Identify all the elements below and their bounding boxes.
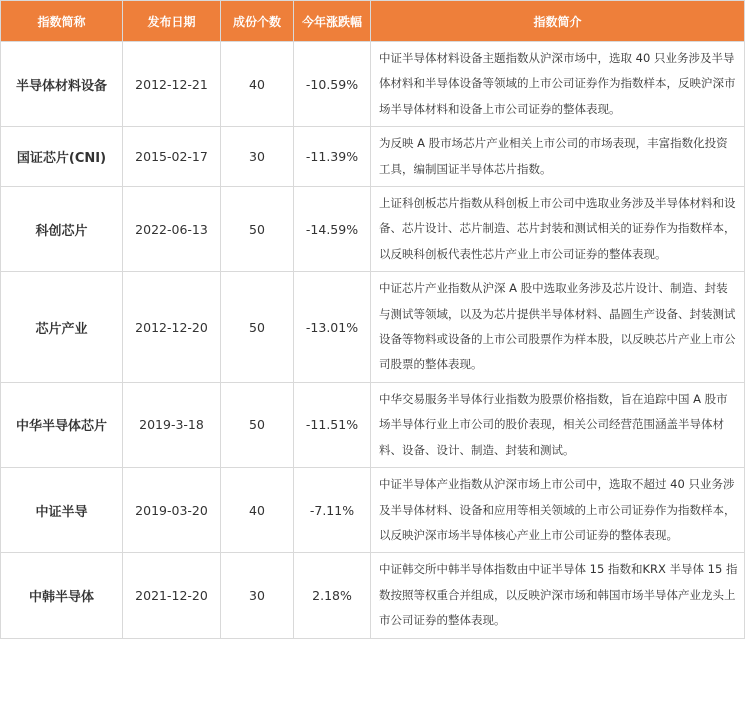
index-description: 中证半导体材料设备主题指数从沪深市场中，选取 40 只业务涉及半导体材料和半导体设备等领域的上市公司证券作为指数样本，反映沪深市场半导体材料和设备上市公司证券的整体表现。: [371, 42, 745, 127]
release-date: 2012-12-21: [123, 42, 221, 127]
table-row: [1, 127, 745, 187]
index-name: 中华半导体芯片: [1, 382, 123, 467]
constituent-count: 40: [221, 468, 294, 553]
table-row: [1, 553, 745, 638]
index-description: 中证芯片产业指数从沪深 A 股中选取业务涉及芯片设计、制造、封装与测试等领域，以及为芯片提供半导体材料、晶圆生产设备、封装测试设备等物料或设备的上市公司股票作为样本股，以反映芯片产业上市公司股票的整体表现。: [371, 272, 745, 383]
ytd-change: -7.11%: [294, 468, 371, 553]
ytd-change: -11.51%: [294, 382, 371, 467]
index-description: 中证半导体产业指数从沪深市场上市公司中，选取不超过 40 只业务涉及半导体材料、设备和应用等相关领域的上市公司证券作为指数样本，以反映沪深市场半导体核心产业上市公司证券的整体表现。: [371, 468, 745, 553]
ytd-change: -13.01%: [294, 272, 371, 383]
ytd-change: -11.39%: [294, 127, 371, 187]
constituent-count: 50: [221, 187, 294, 272]
index-name: 国证芯片(CNI): [1, 127, 123, 187]
release-date: 2015-02-17: [123, 127, 221, 187]
constituent-count: 50: [221, 382, 294, 467]
ytd-change: -10.59%: [294, 42, 371, 127]
index-name: 中证半导: [1, 468, 123, 553]
header-index-description: 指数简介: [371, 1, 745, 42]
release-date: 2019-03-20: [123, 468, 221, 553]
ytd-change: 2.18%: [294, 553, 371, 638]
index-name: 科创芯片: [1, 187, 123, 272]
release-date: 2021-12-20: [123, 553, 221, 638]
table-header-row: [1, 1, 745, 42]
constituent-count: 50: [221, 272, 294, 383]
header-constituent-count: 成份个数: [221, 1, 294, 42]
index-name: 半导体材料设备: [1, 42, 123, 127]
release-date: 2019-3-18: [123, 382, 221, 467]
header-release-date: 发布日期: [123, 1, 221, 42]
header-ytd-change: 今年涨跌幅: [294, 1, 371, 42]
index-name: 中韩半导体: [1, 553, 123, 638]
constituent-count: 30: [221, 553, 294, 638]
table-row: [1, 42, 745, 127]
index-description: 中华交易服务半导体行业指数为股票价格指数，旨在追踪中国 A 股市场半导体行业上市公司的股价表现，相关公司经营范围涵盖半导体材料、设备、设计、制造、封装和测试。: [371, 382, 745, 467]
table-row: [1, 382, 745, 467]
constituent-count: 40: [221, 42, 294, 127]
constituent-count: 30: [221, 127, 294, 187]
index-description: 为反映 A 股市场芯片产业相关上市公司的市场表现，丰富指数化投资工具，编制国证半导体芯片指数。: [371, 127, 745, 187]
index-description: 中证韩交所中韩半导体指数由中证半导体 15 指数和KRX 半导体 15 指数按照等权重合并组成，以反映沪深市场和韩国市场半导体产业龙头上市公司证券的整体表现。: [371, 553, 745, 638]
release-date: 2012-12-20: [123, 272, 221, 383]
index-description: 上证科创板芯片指数从科创板上市公司中选取业务涉及半导体材料和设备、芯片设计、芯片制造、芯片封装和测试相关的证券作为指数样本，以反映科创板代表性芯片产业上市公司证券的整体表现。: [371, 187, 745, 272]
ytd-change: -14.59%: [294, 187, 371, 272]
index-name: 芯片产业: [1, 272, 123, 383]
table-row: [1, 272, 745, 383]
header-index-name: 指数简称: [1, 1, 123, 42]
table-row: [1, 187, 745, 272]
table-row: [1, 468, 745, 553]
release-date: 2022-06-13: [123, 187, 221, 272]
